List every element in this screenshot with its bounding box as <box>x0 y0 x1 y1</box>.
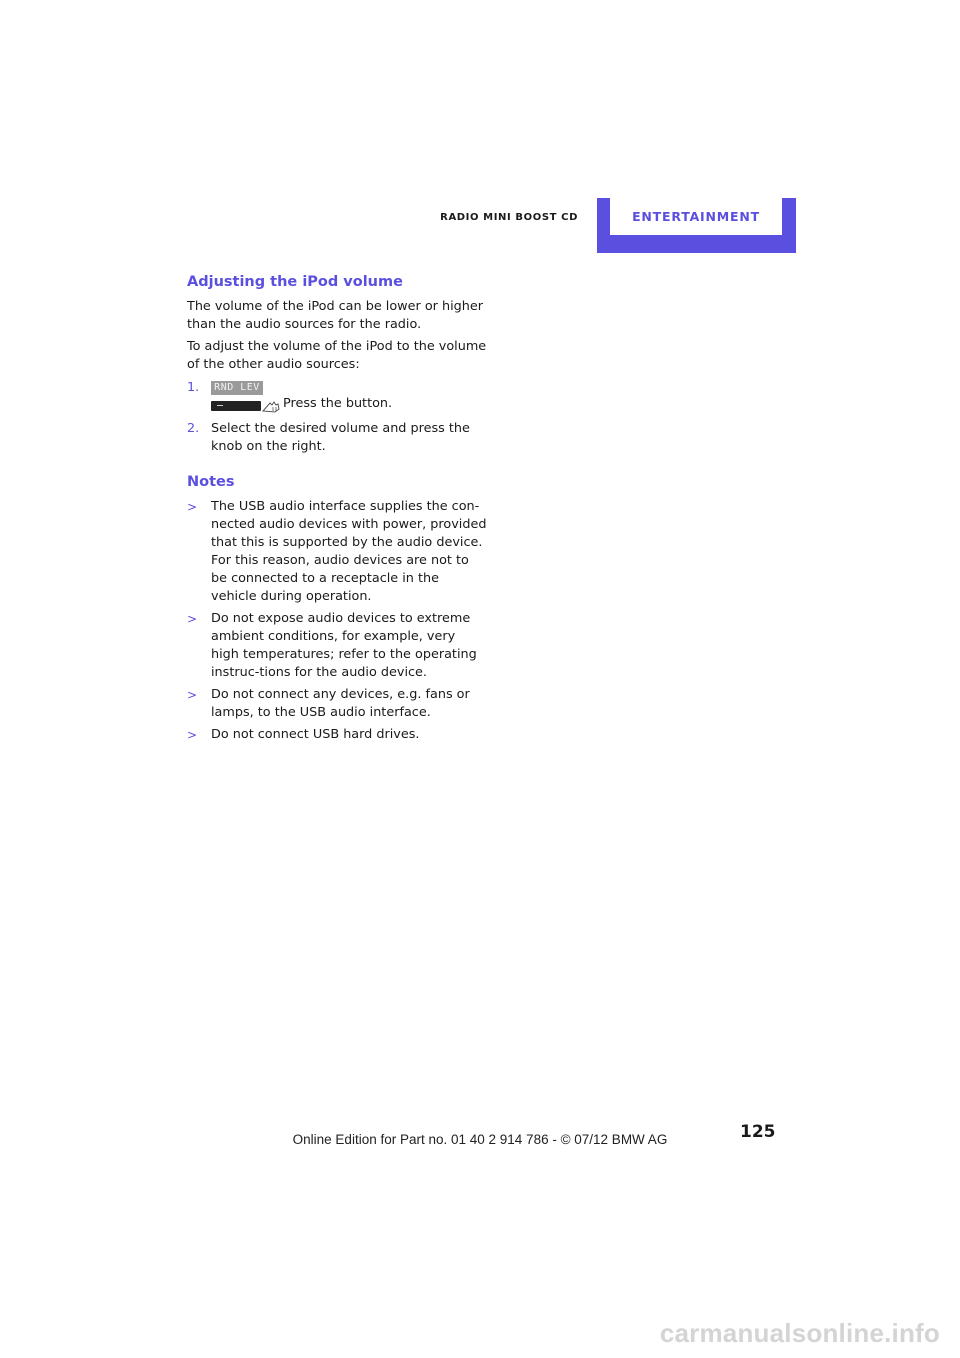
ipod-volume-paragraph: The volume of the iPod can be lower or higher than the audio sources for the radio. <box>187 299 484 332</box>
bullet-marker: > <box>187 500 198 514</box>
ipod-volume-heading: Adjusting the iPod volume <box>187 274 403 290</box>
notes-list <box>187 498 487 744</box>
bullet-marker: > <box>187 688 198 702</box>
note-item <box>187 610 487 682</box>
bullet-marker: > <box>187 728 198 742</box>
note-item <box>187 726 487 744</box>
note-text: Do not connect USB hard drives. <box>211 727 420 742</box>
chapter-tab-inner <box>610 198 782 235</box>
rnd-lev-button-graphic <box>211 377 281 415</box>
step-number: 2. <box>187 421 200 436</box>
step-item <box>187 379 487 415</box>
note-text: The USB audio interface supplies the con-nected audio devices with power, provided that this is supported by the audio device. For this reason, audio devices are not to be connected to a receptacle in the vehicle during operation. <box>211 499 487 604</box>
page-number: 125 <box>740 1122 776 1142</box>
watermark-logo: carmanualsonline.info <box>659 1318 940 1348</box>
notes-heading: Notes <box>187 474 235 490</box>
note-item <box>187 686 487 722</box>
note-item <box>187 498 487 606</box>
chapter-tab-label: ENTERTAINMENT <box>632 209 760 224</box>
note-text: Do not expose audio devices to extreme ambient conditions, for example, very high temperatures; refer to the operating instruc-tions for the audio device. <box>211 611 477 680</box>
main-content <box>187 272 487 744</box>
step-text: Press the button. <box>283 396 393 411</box>
steps-list <box>187 379 487 456</box>
edition-footer: Online Edition for Part no. 01 40 2 914 786 - © 07/12 BMW AG <box>292 1132 668 1147</box>
lcd-display: RND LEV <box>211 381 263 395</box>
button-bar <box>211 401 261 411</box>
bullet-marker: > <box>187 612 198 626</box>
press-hand-icon <box>261 399 281 413</box>
step-number: 1. <box>187 380 200 395</box>
chapter-tab <box>597 198 796 253</box>
note-text: Do not connect any devices, e.g. fans or lamps, to the USB audio interface. <box>211 687 470 720</box>
step-text: Select the desired volume and press the knob on the right. <box>211 421 470 454</box>
step-item <box>187 420 487 456</box>
ipod-volume-intro: To adjust the volume of the iPod to the volume of the other audio sources: <box>187 339 487 372</box>
section-label: RADIO MINI BOOST CD <box>440 212 578 223</box>
